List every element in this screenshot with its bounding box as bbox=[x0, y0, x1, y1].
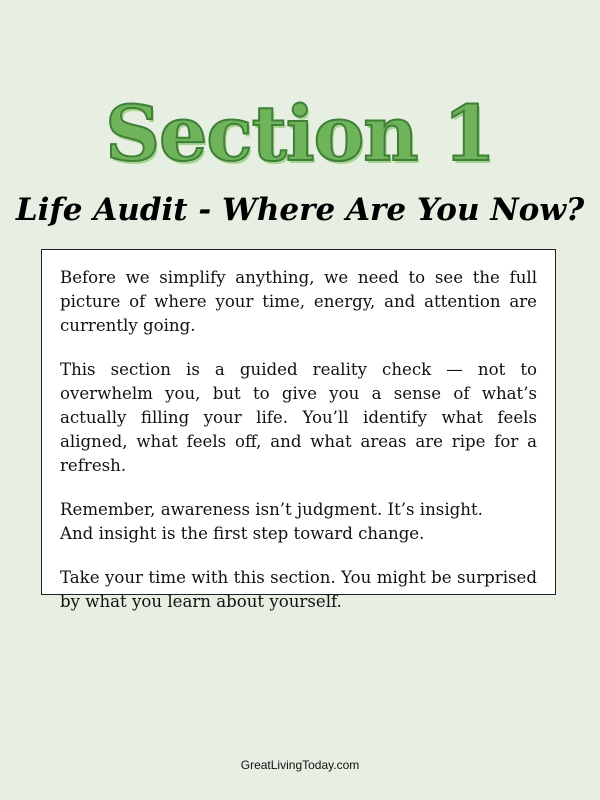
awareness-line-2: And insight is the first step toward change. bbox=[60, 524, 425, 543]
footer-site-name: GreatLivingToday.com bbox=[240, 758, 360, 772]
reality-check-paragraph: This section is a guided reality check — not to overwhelm you, but to give you a sense of what’s actually filling your life. You’ll identify what feels aligned, what feels off, and what areas are ripe for a refresh. bbox=[60, 360, 537, 475]
section-title: Section 1 bbox=[105, 89, 495, 178]
awareness-line-1: Remember, awareness isn’t judgment. It’s insight. bbox=[60, 500, 483, 519]
section-subtitle: Life Audit - Where Are You Now? bbox=[15, 192, 585, 228]
content-box bbox=[41, 249, 556, 611]
closing-paragraph: Take your time with this section. You might be surprised by what you learn about yourself. bbox=[60, 568, 537, 611]
awareness-paragraph bbox=[60, 498, 537, 546]
intro-paragraph: Before we simplify anything, we need to see the full picture of where your time, energy, and attention are currently going. bbox=[60, 268, 537, 335]
